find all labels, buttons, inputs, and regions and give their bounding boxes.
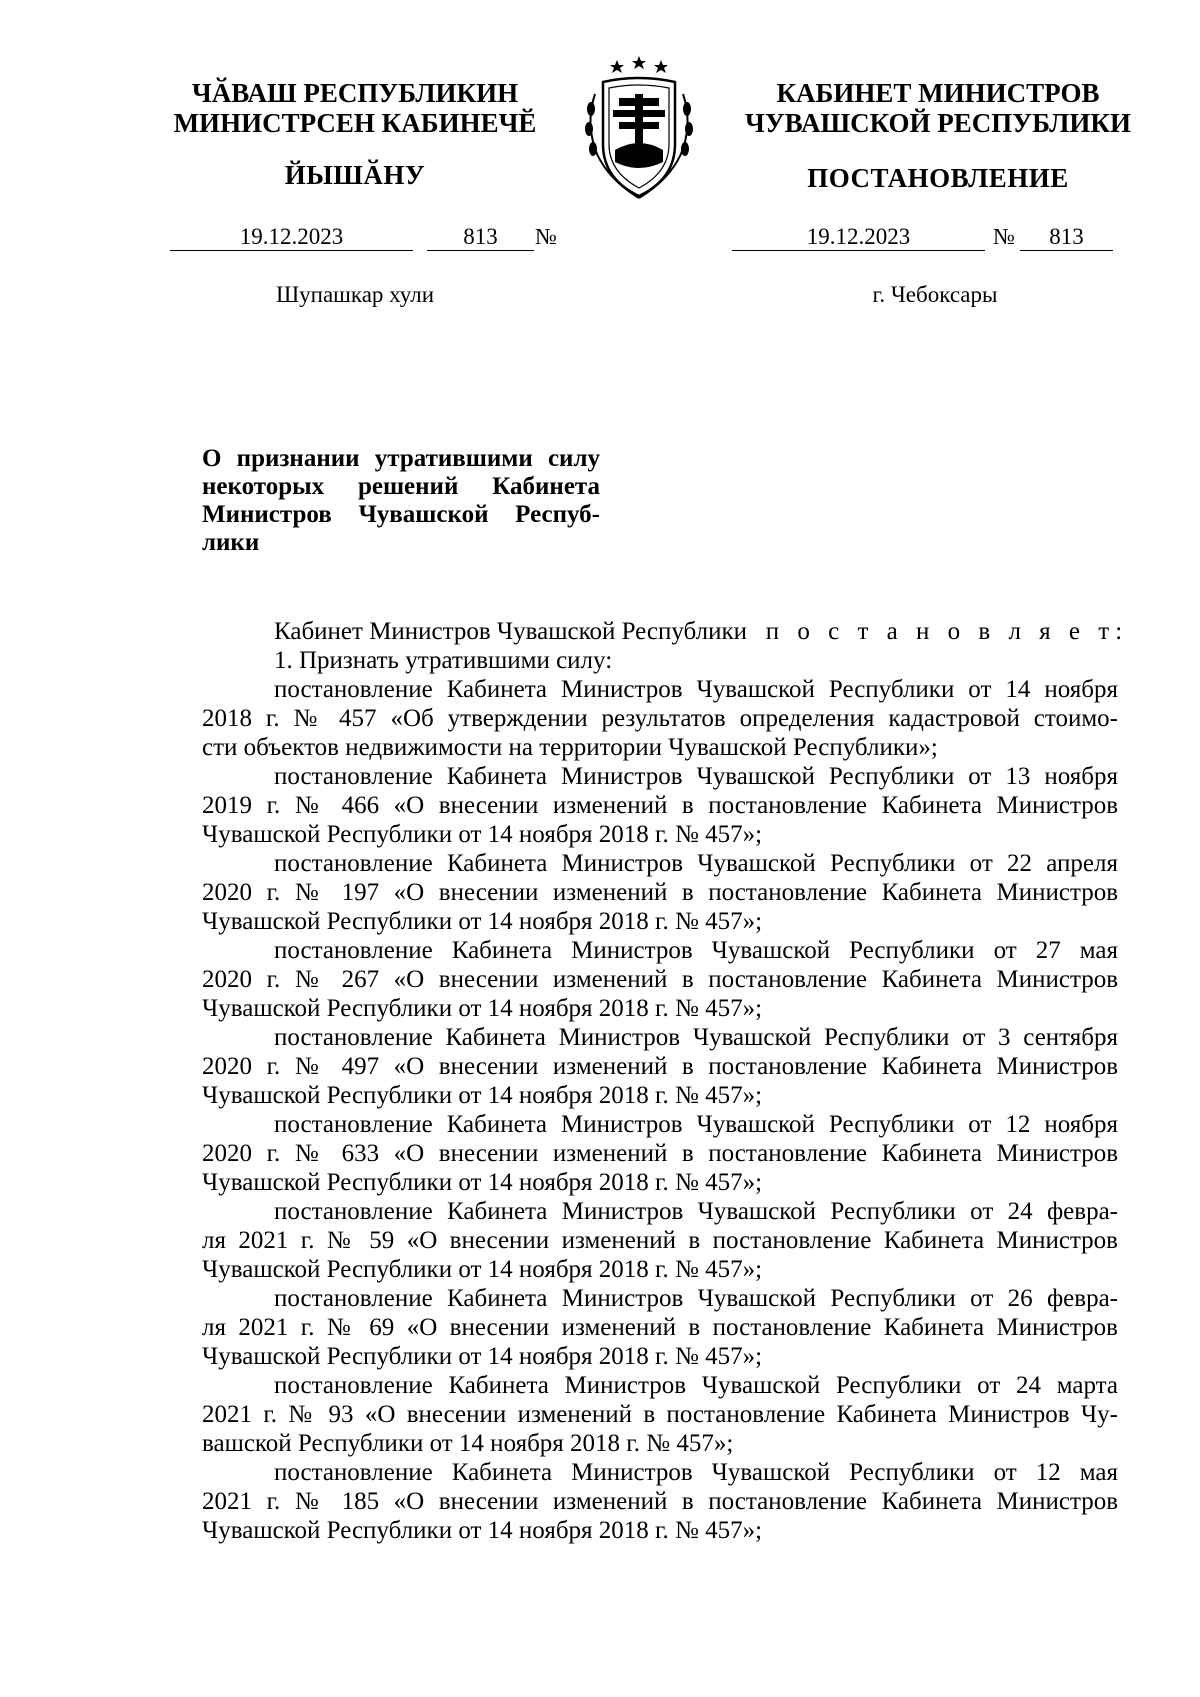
body-line: постановление Кабинета Министров Чувашской Республики от 22 апреля	[274, 850, 1118, 877]
body-line: 2021 г. № 93 «О внесении изменений в постановление Кабинета Министров Чу-	[202, 1401, 1118, 1428]
body-line: Чувашской Республики от 14 ноября 2018 г. № 457»;	[202, 1082, 763, 1109]
body-line: постановление Кабинета Министров Чувашской Республики от 24 марта	[274, 1372, 1118, 1399]
body-line: сти объектов недвижимости на территории Чувашской Республики»;	[202, 734, 938, 761]
right-number-sign: №	[993, 224, 1015, 249]
document-body	[202, 617, 1129, 1545]
body-line: Чувашской Республики от 14 ноября 2018 г. № 457»;	[202, 1169, 763, 1196]
body-line: Чувашской Республики от 14 ноября 2018 г. № 457»;	[202, 1256, 763, 1283]
body-line: 2020 г. № 497 «О внесении изменений в постановление Кабинета Министров	[202, 1053, 1118, 1080]
left-number-sign: №	[535, 224, 557, 249]
body-line: Чувашской Республики от 14 ноября 2018 г. № 457»;	[202, 1343, 763, 1370]
header-left	[150, 78, 560, 138]
right-number-field: 813	[1020, 224, 1113, 251]
title-line: некоторых решений Кабинета	[202, 473, 600, 500]
title-line: лики	[202, 529, 260, 556]
document-title	[202, 445, 600, 557]
body-line: 1. Признать утратившими силу:	[274, 647, 613, 674]
intro-line	[202, 617, 1129, 646]
right-date-field: 19.12.2023	[732, 224, 985, 251]
body-line: постановление Кабинета Министров Чувашской Республики от 12 мая	[274, 1459, 1118, 1486]
right-city: г. Чебоксары	[872, 282, 998, 307]
header-left-doc-type: ЙЫШӐНУ	[284, 160, 426, 190]
header-right-doc-type: ПОСТАНОВЛЕНИЕ	[807, 163, 1069, 193]
header-right	[728, 78, 1148, 138]
title-line: О признании утратившими силу	[202, 445, 600, 472]
body-line: Чувашской Республики от 14 ноября 2018 г. № 457»;	[202, 908, 763, 935]
body-line: ля 2021 г. № 69 «О внесении изменений в постановление Кабинета Министров	[202, 1314, 1118, 1341]
body-line: 2020 г. № 633 «О внесении изменений в постановление Кабинета Министров	[202, 1140, 1118, 1167]
header-right-line1: КАБИНЕТ МИНИСТРОВ	[776, 78, 1100, 108]
header-right-line2: ЧУВАШСКОЙ РЕСПУБЛИКИ	[745, 108, 1131, 138]
left-number-field: 813	[427, 224, 534, 251]
chuvash-coat-of-arms-icon	[573, 54, 705, 202]
body-line: Чувашской Республики от 14 ноября 2018 г. № 457»;	[202, 995, 763, 1022]
body-line: постановление Кабинета Министров Чувашской Республики от 14 ноября	[274, 676, 1118, 703]
decree-word: п о с т а н о в л я е т:	[765, 618, 1129, 645]
body-line: постановление Кабинета Министров Чувашской Республики от 26 февра-	[274, 1285, 1118, 1312]
header-left-line1: ЧӐВАШ РЕСПУБЛИКИН	[191, 78, 519, 108]
body-line: Чувашской Республики от 14 ноября 2018 г. № 457»;	[202, 821, 763, 848]
body-line: 2020 г. № 197 «О внесении изменений в постановление Кабинета Министров	[202, 879, 1118, 906]
title-line: Министров Чувашской Респуб-	[202, 501, 600, 528]
body-line: постановление Кабинета Министров Чувашской Республики от 3 сентября	[274, 1024, 1118, 1051]
intro-text: Кабинет Министров Чувашской Республики	[274, 618, 748, 645]
body-line: 2019 г. № 466 «О внесении изменений в постановление Кабинета Министров	[202, 792, 1118, 819]
body-line: ля 2021 г. № 59 «О внесении изменений в постановление Кабинета Министров	[202, 1227, 1118, 1254]
body-line: постановление Кабинета Министров Чувашской Республики от 24 февра-	[274, 1198, 1118, 1225]
body-line: 2020 г. № 267 «О внесении изменений в постановление Кабинета Министров	[202, 966, 1118, 993]
left-city: Шупашкар хули	[275, 282, 435, 307]
header-left-line2: МИНИСТРСЕН КАБИНЕЧӖ	[173, 108, 537, 138]
body-line: постановление Кабинета Министров Чувашской Республики от 27 мая	[274, 937, 1118, 964]
body-line: 2021 г. № 185 «О внесении изменений в постановление Кабинета Министров	[202, 1488, 1118, 1515]
body-line: постановление Кабинета Министров Чувашской Республики от 13 ноября	[274, 763, 1118, 790]
body-line: постановление Кабинета Министров Чувашской Республики от 12 ноября	[274, 1111, 1118, 1138]
body-line: 2018 г. № 457 «Об утверждении результатов определения кадастровой стоимо-	[202, 705, 1118, 732]
body-line: Чувашской Республики от 14 ноября 2018 г. № 457»;	[202, 1517, 763, 1544]
body-line: вашской Республики от 14 ноября 2018 г. № 457»;	[202, 1430, 734, 1457]
left-date-field: 19.12.2023	[170, 224, 413, 251]
